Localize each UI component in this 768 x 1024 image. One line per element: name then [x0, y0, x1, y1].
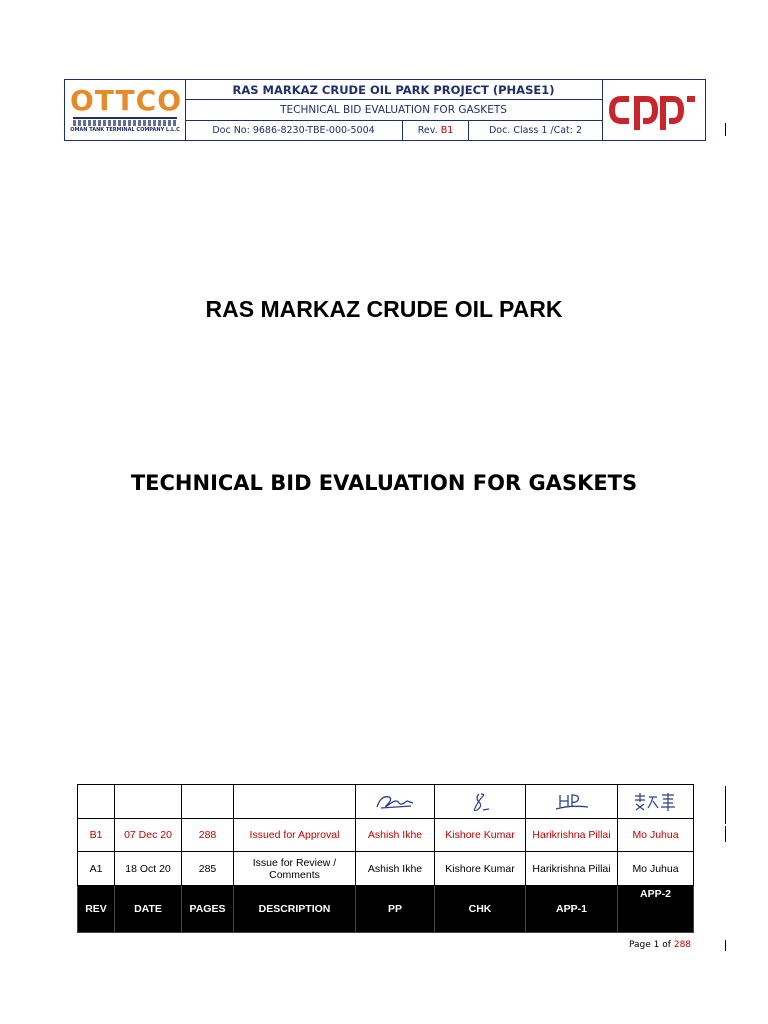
document-meta-row: [185, 121, 602, 140]
pp-cell: Ashish Ikhe: [356, 852, 435, 886]
app2-signature: [631, 790, 681, 814]
app2-cell: Mo Juhua: [618, 852, 694, 886]
pp-cell: Ashish Ikhe: [356, 819, 435, 852]
page-current: 1: [653, 940, 660, 950]
revision-table: [77, 784, 694, 933]
signature-row: [78, 785, 694, 819]
doc-class: Doc. Class 1 /Cat: 2: [488, 125, 583, 136]
app1-cell: Harikrishna Pillai: [526, 852, 618, 886]
table-cell: [182, 785, 234, 819]
chk-signature: [465, 790, 495, 814]
chk-signature-cell: [435, 785, 526, 819]
rev-cell: A1: [78, 852, 115, 886]
ottco-logo: [65, 80, 186, 140]
column-header-app1: APP-1: [526, 886, 618, 933]
header-info: [185, 80, 602, 140]
chk-cell: Kishore Kumar: [435, 852, 526, 886]
doc-number: Doc No: 9686-8230-TBE-000-5004: [185, 121, 403, 140]
ottco-arabic-script: [73, 120, 177, 126]
description-cell: Issue for Review / Comments: [234, 852, 356, 886]
table-cell: [115, 785, 182, 819]
page-number: [629, 940, 691, 950]
table-cell: [78, 785, 115, 819]
cpp-logo: [602, 80, 706, 140]
rev-cell: B1: [78, 819, 115, 852]
column-header-chk: CHK: [435, 886, 526, 933]
column-header-date: DATE: [115, 886, 182, 933]
column-header-description: DESCRIPTION: [234, 886, 356, 933]
chk-cell: Kishore Kumar: [435, 819, 526, 852]
pp-signature: [373, 791, 417, 813]
column-header-rev: REV: [78, 886, 115, 933]
revision-bar: [725, 786, 726, 824]
revision-label: Rev.: [417, 125, 438, 136]
page-of: of: [662, 940, 671, 950]
pp-signature-cell: [356, 785, 435, 819]
pages-cell: 288: [182, 819, 234, 852]
document-header: [64, 79, 706, 141]
document-subtitle: TECHNICAL BID EVALUATION FOR GASKETS: [185, 100, 602, 121]
revision-bar: [725, 940, 726, 951]
date-cell: 18 Oct 20: [115, 852, 182, 886]
revision-bar: [725, 826, 726, 842]
sub-title: TECHNICAL BID EVALUATION FOR GASKETS: [130, 471, 638, 495]
column-header-app2: APP-2: [618, 886, 694, 933]
page-total: 288: [673, 940, 692, 950]
revision-bar: [725, 123, 726, 136]
date-cell: 07 Dec 20: [115, 819, 182, 852]
pages-cell: 285: [182, 852, 234, 886]
column-header-pages: PAGES: [182, 886, 234, 933]
revision-value: B1: [440, 125, 454, 136]
app1-cell: Harikrishna Pillai: [526, 819, 618, 852]
table-row: [78, 852, 694, 886]
table-header-row: [78, 886, 694, 933]
column-header-pp: PP: [356, 886, 435, 933]
table-row: [78, 819, 694, 852]
ottco-logo-text: OTTCO: [70, 84, 182, 117]
table-cell: [234, 785, 356, 819]
app2-signature-cell: [618, 785, 694, 819]
app1-signature: [550, 791, 594, 813]
main-title: RAS MARKAZ CRUDE OIL PARK: [205, 296, 563, 322]
app1-signature-cell: [526, 785, 618, 819]
cpp-logo-mark: [603, 80, 706, 140]
page-prefix: Page: [629, 940, 651, 950]
ottco-logo-rule: [73, 117, 177, 119]
revision-cell: [403, 121, 469, 140]
ottco-company-name: OMAN TANK TERMINAL COMPANY L.L.C: [70, 127, 180, 133]
project-title: RAS MARKAZ CRUDE OIL PARK PROJECT (PHASE1): [185, 80, 602, 100]
app2-cell: Mo Juhua: [618, 819, 694, 852]
description-cell: Issued for Approval: [234, 819, 356, 852]
